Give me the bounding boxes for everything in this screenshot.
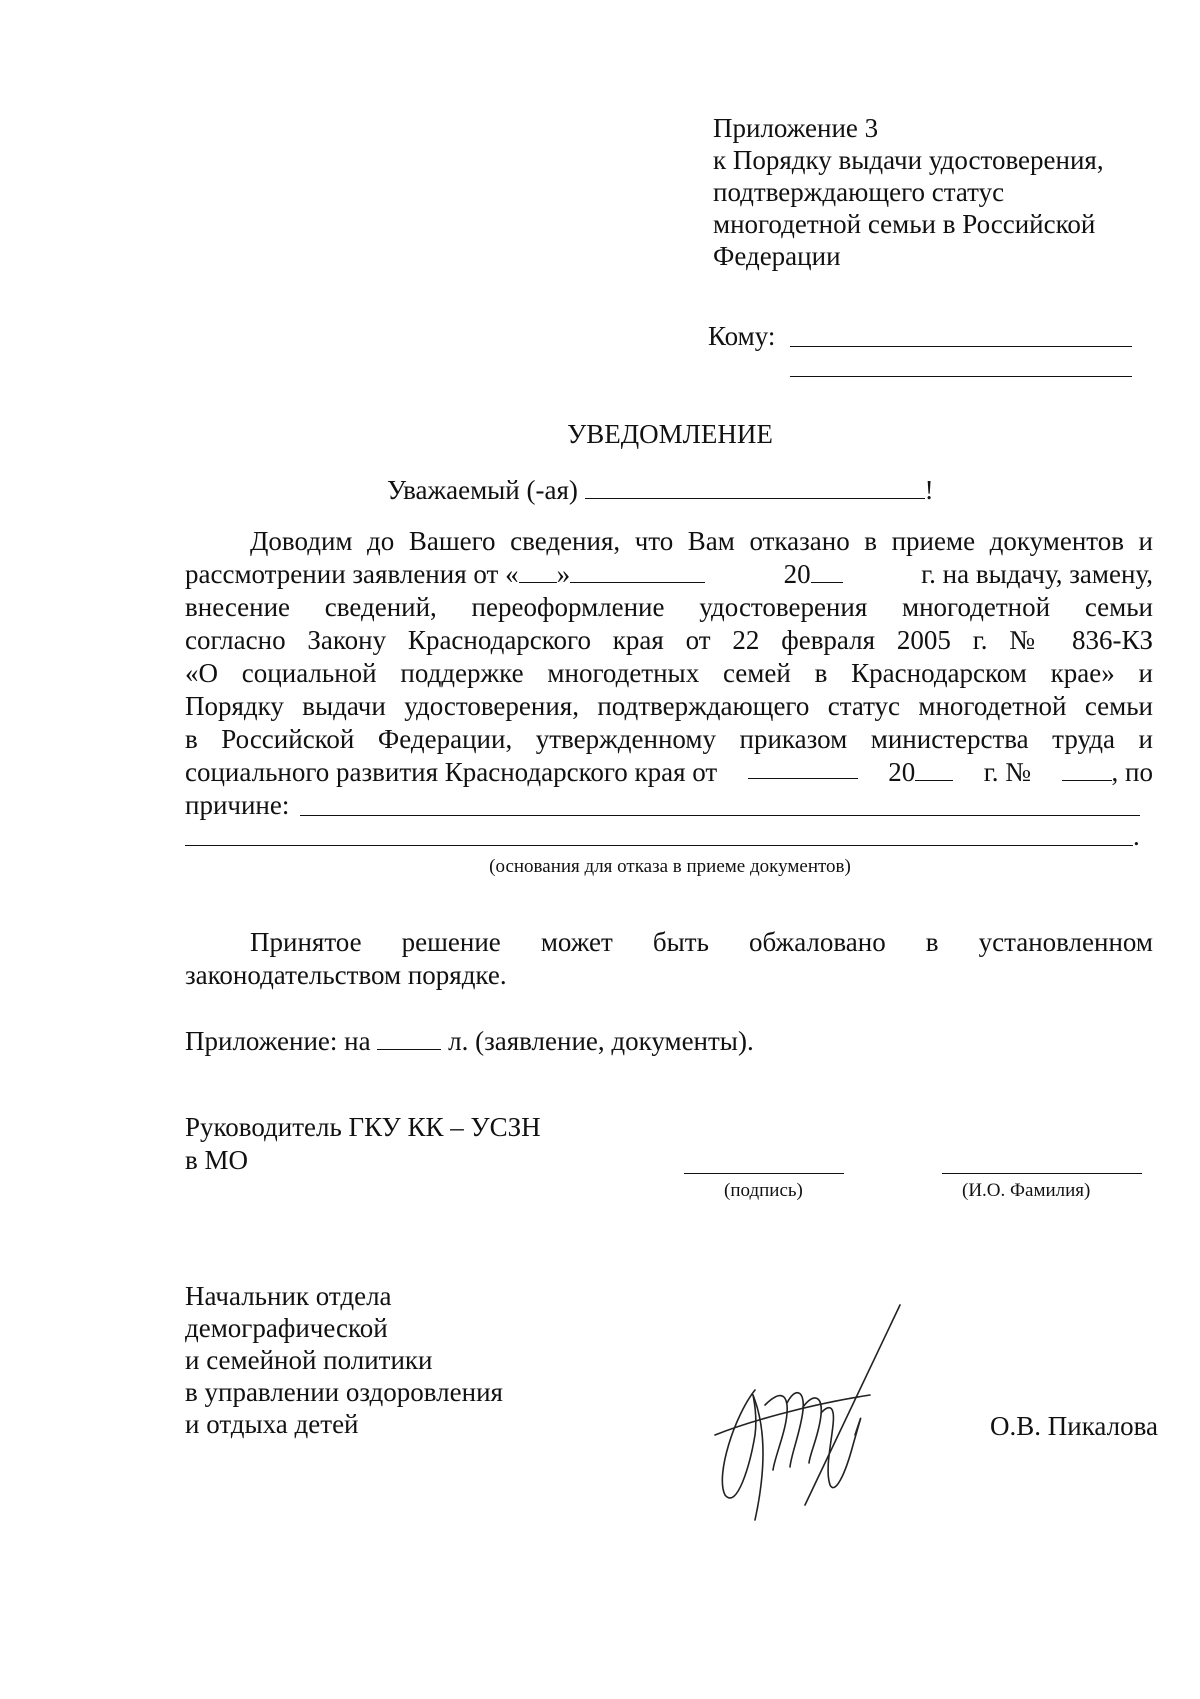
- signer-role: [185, 1280, 503, 1440]
- signer-role-line: и семейной политики: [185, 1345, 433, 1375]
- recipient-blank-line-2[interactable]: [790, 376, 1132, 377]
- appendix-line: Федерации: [713, 241, 841, 271]
- signature-caption: (подпись): [724, 1180, 803, 1201]
- appeal-line: Принятое решение может быть обжаловано в установленном: [250, 927, 1153, 957]
- signer-role-line: демографической: [185, 1313, 388, 1343]
- head-title: Руководитель ГКУ КК – УСЗН: [185, 1112, 541, 1142]
- recipient-label: Кому:: [708, 321, 776, 351]
- recipient-blank-line[interactable]: [790, 346, 1132, 347]
- reason-blank-line-2[interactable]: [185, 845, 1133, 846]
- body-text: рассмотрении заявления от « »: [185, 558, 705, 590]
- body-text: 20: [888, 756, 953, 788]
- body-line-date: [185, 558, 1153, 590]
- appeal-line: законодательством порядке.: [185, 960, 507, 990]
- reason-period: .: [1133, 821, 1140, 851]
- appendix-line: Приложение 3: [713, 113, 879, 143]
- month-blank[interactable]: [570, 560, 705, 583]
- order-number-blank[interactable]: [1062, 758, 1112, 781]
- body-text: социального развития Краснодарского края от: [185, 757, 718, 787]
- year-blank[interactable]: [811, 560, 843, 583]
- greeting-name-blank[interactable]: [585, 476, 925, 499]
- body-text: , по: [1062, 756, 1153, 788]
- document-title: УВЕДОМЛЕНИЕ: [567, 419, 773, 449]
- body-line: в Российской Федерации, утвержденному приказом министерства труда и: [185, 724, 1153, 754]
- signer-role-line: Начальник отдела: [185, 1281, 392, 1311]
- reason-label: причине:: [185, 790, 290, 820]
- body-line: Порядку выдачи удостоверения, подтверждающего статус многодетной семьи: [185, 691, 1153, 721]
- head-title-line-2: в МО: [185, 1145, 249, 1175]
- handwritten-signature: [695, 1295, 925, 1535]
- name-caption: (И.О. Фамилия): [962, 1180, 1091, 1201]
- order-date-blank[interactable]: [748, 756, 858, 779]
- name-blank-line[interactable]: [942, 1173, 1142, 1174]
- day-blank[interactable]: [519, 560, 557, 583]
- body-line: Доводим до Вашего сведения, что Вам отказано в приеме документов и: [250, 526, 1153, 556]
- greeting-prefix: Уважаемый (-ая): [387, 475, 578, 505]
- pages-count-blank[interactable]: [377, 1027, 441, 1050]
- appendix-line: подтверждающего статус: [713, 177, 1005, 207]
- body-text: 20: [784, 558, 843, 590]
- signature-blank-line[interactable]: [684, 1173, 844, 1174]
- greeting-suffix: !: [924, 475, 934, 505]
- greeting: [387, 474, 934, 506]
- order-year-blank[interactable]: [915, 758, 953, 781]
- appendix-line: к Порядку выдачи удостоверения,: [713, 145, 1104, 175]
- signer-role-line: и отдыха детей: [185, 1409, 359, 1439]
- body-text: г. №: [983, 757, 1032, 787]
- signer-name: О.В. Пикалова: [990, 1411, 1158, 1441]
- body-line: согласно Закону Краснодарского края от 22 февраля 2005 г. № 836-КЗ: [185, 625, 1153, 655]
- attachment-line: Приложение: на л. (заявление, документы).: [185, 1026, 754, 1056]
- reason-blank-line[interactable]: [300, 815, 1140, 816]
- body-text: г. на выдачу, замену,: [921, 559, 1153, 589]
- body-line-order: [185, 756, 1153, 788]
- body-line: внесение сведений, переоформление удостоверения многодетной семьи: [185, 592, 1153, 622]
- signer-role-line: в управлении оздоровления: [185, 1377, 503, 1407]
- appendix-line: многодетной семьи в Российской: [713, 209, 1096, 239]
- body-line: «О социальной поддержке многодетных семей в Краснодарском крае» и: [185, 658, 1153, 688]
- reason-caption: (основания для отказа в приеме документов): [489, 856, 851, 877]
- appendix-header: [713, 112, 1104, 272]
